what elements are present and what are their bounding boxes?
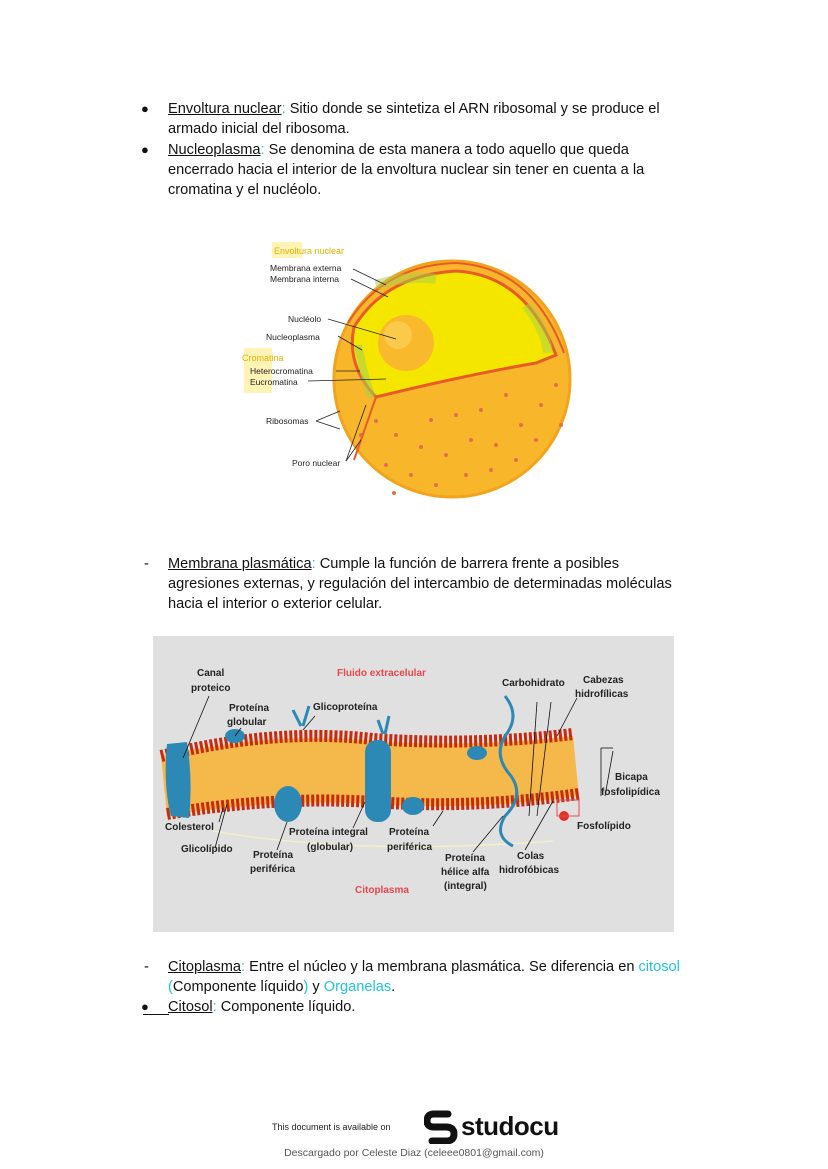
term-citoplasma: Citoplasma xyxy=(168,959,241,975)
text-line: agresiones externas, y regulación del intercambio de determinadas moléculas xyxy=(168,576,672,592)
dash: - xyxy=(144,959,149,975)
label-proteina-globular: Proteína xyxy=(229,703,270,714)
text-line xyxy=(168,977,395,997)
label-helice: (integral) xyxy=(444,881,487,892)
label-eucromatina: Eucromatina xyxy=(250,377,298,387)
list-item-membrana xyxy=(168,554,619,574)
label-proteina-integral: Proteína integral xyxy=(289,827,368,838)
label-membrana-externa: Membrana externa xyxy=(270,263,342,273)
text-line: armado inicial del ribosoma. xyxy=(168,121,350,137)
text: Cumple la función de barrera frente a posibles xyxy=(315,556,620,572)
channel-protein xyxy=(166,742,191,818)
label-proteina-integral: (globular) xyxy=(307,842,354,853)
term-envoltura: Envoltura nuclear xyxy=(168,101,282,117)
term-nucleoplasma: Nucleoplasma xyxy=(168,142,261,158)
colon: : xyxy=(212,999,217,1015)
citosol-link: citosol xyxy=(638,959,680,975)
membrane-diagram xyxy=(153,636,674,932)
dash: - xyxy=(144,556,149,572)
nucleolus-shine xyxy=(384,321,412,349)
label-helice: hélice alfa xyxy=(441,867,490,878)
list-item-envoltura xyxy=(168,99,660,119)
label-helice: Proteína xyxy=(445,853,486,864)
label-colas: hidrofóbicas xyxy=(499,865,560,876)
label-proteina-periferica-2: periférica xyxy=(250,864,296,875)
label-citoplasma: Citoplasma xyxy=(355,885,409,896)
bullet: ● xyxy=(141,101,149,116)
integral-protein xyxy=(365,740,391,822)
list-item-citosol xyxy=(168,997,355,1017)
footer-available: This document is available on xyxy=(272,1122,391,1132)
label-fosfolipido: Fosfolípido xyxy=(577,821,631,832)
text: Componente líquido. xyxy=(216,999,356,1015)
studocu-brand[interactable]: studocu xyxy=(461,1111,559,1141)
colon: : xyxy=(241,959,246,975)
label-bicapa: Bicapa xyxy=(615,772,648,783)
bullet: ● xyxy=(141,999,149,1014)
paren: ( xyxy=(168,979,173,995)
label-ribosomas: Ribosomas xyxy=(266,416,309,426)
label-proteina-periferica-2: Proteína xyxy=(253,850,294,861)
label-canal: Canal xyxy=(197,668,225,679)
label-cabezas: Cabezas xyxy=(583,675,624,686)
colon: : xyxy=(311,556,316,572)
colon: : xyxy=(260,142,265,158)
label-cromatina: Cromatina xyxy=(242,353,284,363)
colon: : xyxy=(281,101,286,117)
studocu-logo-icon xyxy=(424,1110,458,1144)
label-bicapa: fosfolipídica xyxy=(601,787,660,798)
term-membrana: Membrana plasmática xyxy=(168,556,312,572)
label-proteina-globular: globular xyxy=(227,717,267,728)
label-glicolipido: Glicolípido xyxy=(181,844,233,855)
term-citosol: Citosol xyxy=(168,999,213,1015)
label-envoltura: Envoltura nuclear xyxy=(274,246,345,256)
label-glicoproteina: Glicoproteína xyxy=(313,702,378,713)
label-canal: proteico xyxy=(191,683,231,694)
label-colas: Colas xyxy=(517,851,545,862)
text-line: encerrado hacia el interior de la envoltura nuclear sin tener en cuenta a la xyxy=(168,162,645,178)
label-carbohidrato: Carbohidrato xyxy=(502,678,565,689)
text: . xyxy=(391,979,396,995)
paren: ) xyxy=(303,979,309,995)
label-nucleoplasma: Nucleoplasma xyxy=(266,332,320,342)
label-proteina-periferica: Proteína xyxy=(389,827,430,838)
peripheral-protein xyxy=(274,786,302,822)
list-item-nucleoplasma xyxy=(168,140,629,160)
text-line: hacia el interior o exterior celular. xyxy=(168,596,383,612)
bullet: ● xyxy=(141,142,149,157)
label-heterocromatina: Heterocromatina xyxy=(250,366,313,376)
protein xyxy=(467,746,487,760)
label-proteina-periferica: periférica xyxy=(387,842,433,853)
text-line: cromatina y el nucléolo. xyxy=(168,182,322,198)
text: y xyxy=(308,979,324,995)
label-fluido: Fluido extracelular xyxy=(337,668,426,679)
peripheral-protein xyxy=(402,797,424,815)
label-membrana-interna: Membrana interna xyxy=(270,274,339,284)
text: Sitio donde se sintetiza el ARN ribosomal y se produce el xyxy=(285,101,660,117)
organelas-link: Organelas xyxy=(323,979,392,995)
label-poro: Poro nuclear xyxy=(292,458,341,468)
label-nucleolo: Nucléolo xyxy=(288,314,322,324)
footer-downloaded: Descargado por Celeste Diaz (celeee0801@gmail.com) xyxy=(284,1147,544,1159)
text: Se denomina de esta manera a todo aquello que queda xyxy=(264,142,629,158)
underline xyxy=(143,1014,169,1015)
text: Entre el núcleo y la membrana plasmática. Se diferencia en xyxy=(245,959,639,975)
text: Componente líquido xyxy=(172,979,304,995)
label-cabezas: hidrofílicas xyxy=(575,689,629,700)
nucleus-diagram xyxy=(236,235,576,505)
label-colesterol: Colesterol xyxy=(165,822,214,833)
list-item-citoplasma xyxy=(168,957,680,977)
